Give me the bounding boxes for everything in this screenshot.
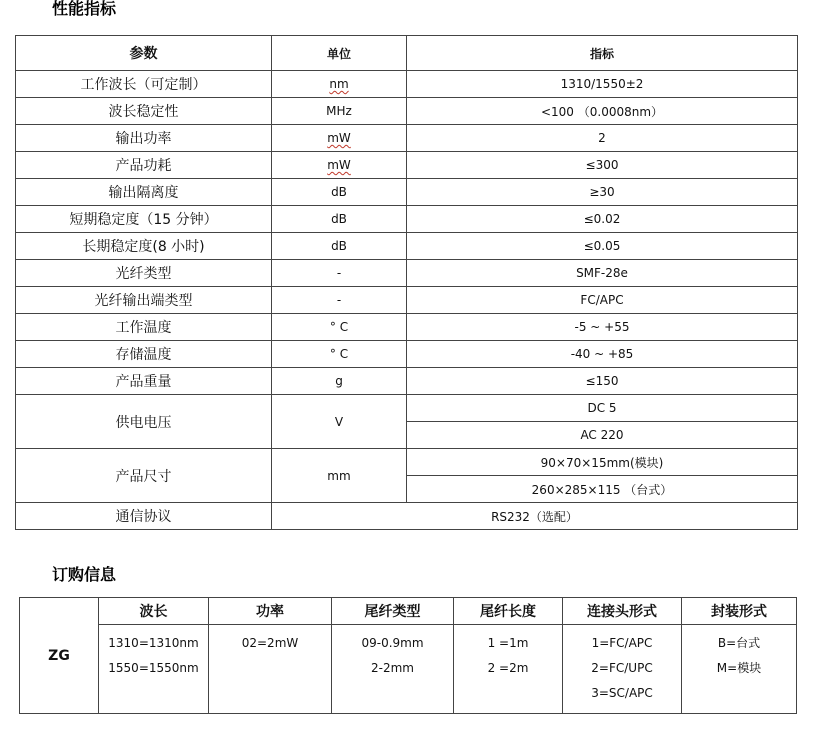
param-cell: 输出隔离度 bbox=[16, 179, 272, 206]
table-row-size bbox=[16, 449, 798, 476]
param-cell: 产品尺寸 bbox=[16, 449, 272, 503]
option-item: 1=FC/APC bbox=[591, 636, 653, 650]
unit-cell: dB bbox=[272, 206, 407, 233]
param-cell: 产品功耗 bbox=[16, 152, 272, 179]
option-item: 1550=1550nm bbox=[108, 661, 199, 675]
pigtail-length-options bbox=[454, 625, 563, 714]
option-item: 1310=1310nm bbox=[108, 636, 199, 650]
value-cell: DC 5 bbox=[407, 395, 798, 422]
param-cell: 工作温度 bbox=[16, 314, 272, 341]
option-item: 2 =2m bbox=[487, 661, 529, 675]
param-cell: 工作波长（可定制） bbox=[16, 71, 272, 98]
option-item: 2=FC/UPC bbox=[591, 661, 653, 675]
ordering-section-title: 订购信息 bbox=[52, 565, 117, 584]
value-cell: RS232（选配） bbox=[272, 503, 798, 530]
performance-section-title: 性能指标 bbox=[52, 0, 117, 18]
option-item: B=台式 bbox=[717, 636, 761, 650]
unit-cell: ° C bbox=[272, 341, 407, 368]
performance-spec-table bbox=[15, 35, 798, 530]
header-connector: 连接头形式 bbox=[563, 598, 682, 625]
value-cell: ≤300 bbox=[407, 152, 798, 179]
value-cell: 2 bbox=[407, 125, 798, 152]
unit-cell: dB bbox=[272, 233, 407, 260]
value-cell: FC/APC bbox=[407, 287, 798, 314]
header-unit: 单位 bbox=[272, 36, 407, 71]
option-item: M=模块 bbox=[716, 661, 762, 675]
unit-cell: ° C bbox=[272, 314, 407, 341]
order-header-row bbox=[20, 598, 797, 625]
value-cell: 260×285×115 （台式） bbox=[407, 476, 798, 503]
table-row bbox=[16, 125, 798, 152]
param-cell: 波长稳定性 bbox=[16, 98, 272, 125]
table-row-comm bbox=[16, 503, 798, 530]
table-row bbox=[16, 233, 798, 260]
value-cell: SMF-28e bbox=[407, 260, 798, 287]
value-cell: AC 220 bbox=[407, 422, 798, 449]
header-pigtail-length: 尾纤长度 bbox=[454, 598, 563, 625]
header-wavelength: 波长 bbox=[99, 598, 209, 625]
header-indicator: 指标 bbox=[407, 36, 798, 71]
value-cell: ≤150 bbox=[407, 368, 798, 395]
order-options-row bbox=[20, 625, 797, 714]
connector-options bbox=[563, 625, 682, 714]
unit-cell: - bbox=[272, 260, 407, 287]
unit-cell: g bbox=[272, 368, 407, 395]
param-cell: 光纤输出端类型 bbox=[16, 287, 272, 314]
spec-header-row bbox=[16, 36, 798, 71]
table-row bbox=[16, 260, 798, 287]
param-cell: 供电电压 bbox=[16, 395, 272, 449]
header-parameter: 参数 bbox=[16, 36, 272, 71]
unit-cell: dB bbox=[272, 179, 407, 206]
unit-cell: mW bbox=[272, 125, 407, 152]
table-row bbox=[16, 179, 798, 206]
param-cell: 长期稳定度(8 小时) bbox=[16, 233, 272, 260]
unit-cell: MHz bbox=[272, 98, 407, 125]
param-cell: 光纤类型 bbox=[16, 260, 272, 287]
pigtail-type-options bbox=[332, 625, 454, 714]
param-cell: 输出功率 bbox=[16, 125, 272, 152]
value-cell: ≥30 bbox=[407, 179, 798, 206]
value-cell: -40 ~ +85 bbox=[407, 341, 798, 368]
unit-cell: mm bbox=[272, 449, 407, 503]
value-cell: 1310/1550±2 bbox=[407, 71, 798, 98]
value-cell: 90×70×15mm(模块) bbox=[407, 449, 798, 476]
value-cell: ≤0.05 bbox=[407, 233, 798, 260]
table-row-power bbox=[16, 395, 798, 422]
unit-cell: V bbox=[272, 395, 407, 449]
option-item: 1 =1m bbox=[487, 636, 529, 650]
value-cell: <100 （0.0008nm） bbox=[407, 98, 798, 125]
power-options bbox=[209, 625, 332, 714]
header-power: 功率 bbox=[209, 598, 332, 625]
table-row bbox=[16, 368, 798, 395]
table-row bbox=[16, 341, 798, 368]
ordering-info-table bbox=[19, 597, 797, 714]
unit-cell: mW bbox=[272, 152, 407, 179]
table-row bbox=[16, 314, 798, 341]
header-package: 封装形式 bbox=[682, 598, 797, 625]
table-row bbox=[16, 71, 798, 98]
table-row bbox=[16, 287, 798, 314]
value-cell: -5 ~ +55 bbox=[407, 314, 798, 341]
model-code-cell: ZG bbox=[20, 598, 99, 714]
unit-cell: - bbox=[272, 287, 407, 314]
table-row bbox=[16, 206, 798, 233]
option-item: 09-0.9mm bbox=[361, 636, 424, 650]
table-row bbox=[16, 98, 798, 125]
option-item: 2-2mm bbox=[371, 661, 414, 675]
header-pigtail-type: 尾纤类型 bbox=[332, 598, 454, 625]
param-cell: 存储温度 bbox=[16, 341, 272, 368]
unit-cell: nm bbox=[272, 71, 407, 98]
param-cell: 通信协议 bbox=[16, 503, 272, 530]
table-row bbox=[16, 152, 798, 179]
param-cell: 短期稳定度（15 分钟） bbox=[16, 206, 272, 233]
wavelength-options bbox=[99, 625, 209, 714]
value-cell: ≤0.02 bbox=[407, 206, 798, 233]
param-cell: 产品重量 bbox=[16, 368, 272, 395]
option-item: 3=SC/APC bbox=[591, 686, 653, 700]
package-options bbox=[682, 625, 797, 714]
option-item: 02=2mW bbox=[241, 636, 299, 650]
